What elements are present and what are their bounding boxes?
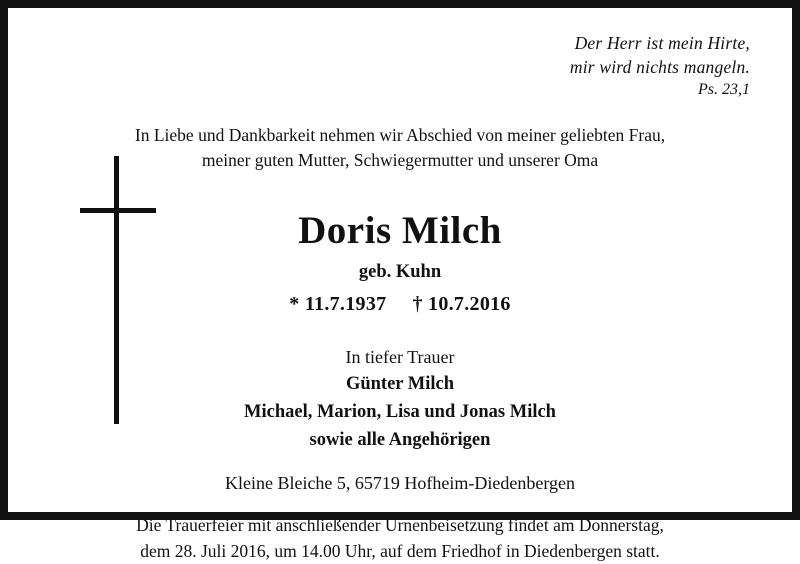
bible-verse-line-2: mir wird nichts mangeln. (569, 56, 750, 77)
mourning-heading: In tiefer Trauer (345, 347, 455, 368)
ceremony-line-1: Die Trauerfeier mit anschließender Urnenbeisetzung findet am Donnerstag, (136, 514, 664, 535)
birth-date: * 11.7.1937 (289, 293, 387, 316)
obituary-inner (8, 8, 792, 561)
ceremony-line-2: dem 28. Juli 2016, um 14.00 Uhr, auf dem Friedhof in Diedenbergen statt. (140, 540, 660, 561)
deceased-name: Doris Milch (298, 208, 502, 252)
cross-vertical-bar (114, 156, 119, 424)
cross-horizontal-bar (80, 208, 156, 213)
intro-line-1: In Liebe und Dankbarkeit nehmen wir Abschied von meiner geliebten Frau, (134, 124, 666, 145)
bible-verse-line-1: Der Herr ist mein Hirte, (574, 33, 750, 53)
death-date: † 10.7.2016 (412, 293, 511, 316)
bible-verse-reference: Ps. 23,1 (698, 81, 750, 99)
mourner-line-2: Michael, Marion, Lisa und Jonas Milch (244, 402, 556, 423)
family-address: Kleine Bleiche 5, 65719 Hofheim-Diedenbergen (224, 472, 576, 493)
cross-icon (80, 156, 156, 424)
mourner-line-3: sowie alle Angehörigen (309, 429, 491, 450)
deceased-maiden-name: geb. Kuhn (358, 262, 442, 283)
bible-verse (38, 32, 750, 79)
mourner-line-1: Günter Milch (345, 374, 455, 395)
intro-line-2: meiner guten Mutter, Schwiegermutter und unserer Oma (201, 150, 599, 171)
